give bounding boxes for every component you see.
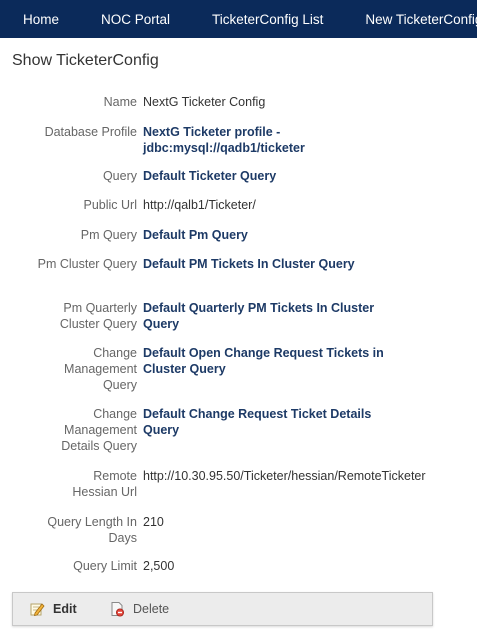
change-management-query-link[interactable]: Default Open Change Request Tickets in Cluster Query — [143, 346, 384, 376]
field-value: NextG Ticketer Config — [143, 95, 266, 109]
delete-label: Delete — [133, 602, 170, 616]
field-label: Change Management Details Query — [61, 407, 137, 453]
field-value: 210 — [143, 515, 164, 529]
query-link[interactable]: Default Ticketer Query — [143, 169, 277, 183]
pm-cluster-query-link[interactable]: Default PM Tickets In Cluster Query — [143, 257, 355, 271]
change-management-details-query-link[interactable]: Default Change Request Ticket Details Query — [143, 407, 372, 437]
nav-new-ticketerconfig[interactable]: New TicketerConfig — [365, 11, 482, 27]
nav-noc-portal[interactable]: NOC Portal — [101, 11, 171, 27]
database-profile-link[interactable]: NextG Ticketer profile - jdbc:mysql://qadb1/ticketer — [143, 125, 305, 155]
field-value: http://10.30.95.50/Ticketer/hessian/RemoteTicketer — [143, 469, 426, 483]
pm-query-link[interactable]: Default Pm Query — [143, 228, 248, 242]
field-label: Pm Query — [80, 228, 137, 242]
edit-label: Edit — [53, 602, 77, 616]
field-label: Query — [102, 169, 137, 183]
field-value: http://qalb1/Ticketer/ — [143, 198, 256, 212]
field-label: Pm Quarterly Cluster Query — [59, 301, 137, 331]
nav-home[interactable]: Home — [23, 11, 60, 27]
field-label: Query Limit — [73, 559, 137, 573]
page-title: Show TicketerConfig — [12, 52, 159, 69]
field-label: Pm Cluster Query — [37, 257, 137, 271]
button-bar — [12, 592, 433, 626]
page-delete-icon — [109, 601, 125, 617]
nav-ticketerconfig-list[interactable]: TicketerConfig List — [212, 11, 324, 27]
field-label: Query Length In Days — [47, 515, 137, 545]
edit-button[interactable] — [29, 593, 77, 625]
pm-quarterly-cluster-query-link[interactable]: Default Quarterly PM Tickets In Cluster Query — [143, 301, 375, 331]
delete-button[interactable] — [109, 593, 169, 625]
field-label: Public Url — [83, 198, 137, 212]
field-label: Change Management Query — [64, 346, 137, 392]
field-value: 2,500 — [143, 559, 175, 573]
pencil-note-icon — [29, 601, 45, 617]
top-navbar — [0, 0, 482, 38]
field-label: Remote Hessian Url — [72, 469, 137, 499]
field-label: Database Profile — [44, 125, 137, 139]
field-label: Name — [103, 95, 137, 109]
